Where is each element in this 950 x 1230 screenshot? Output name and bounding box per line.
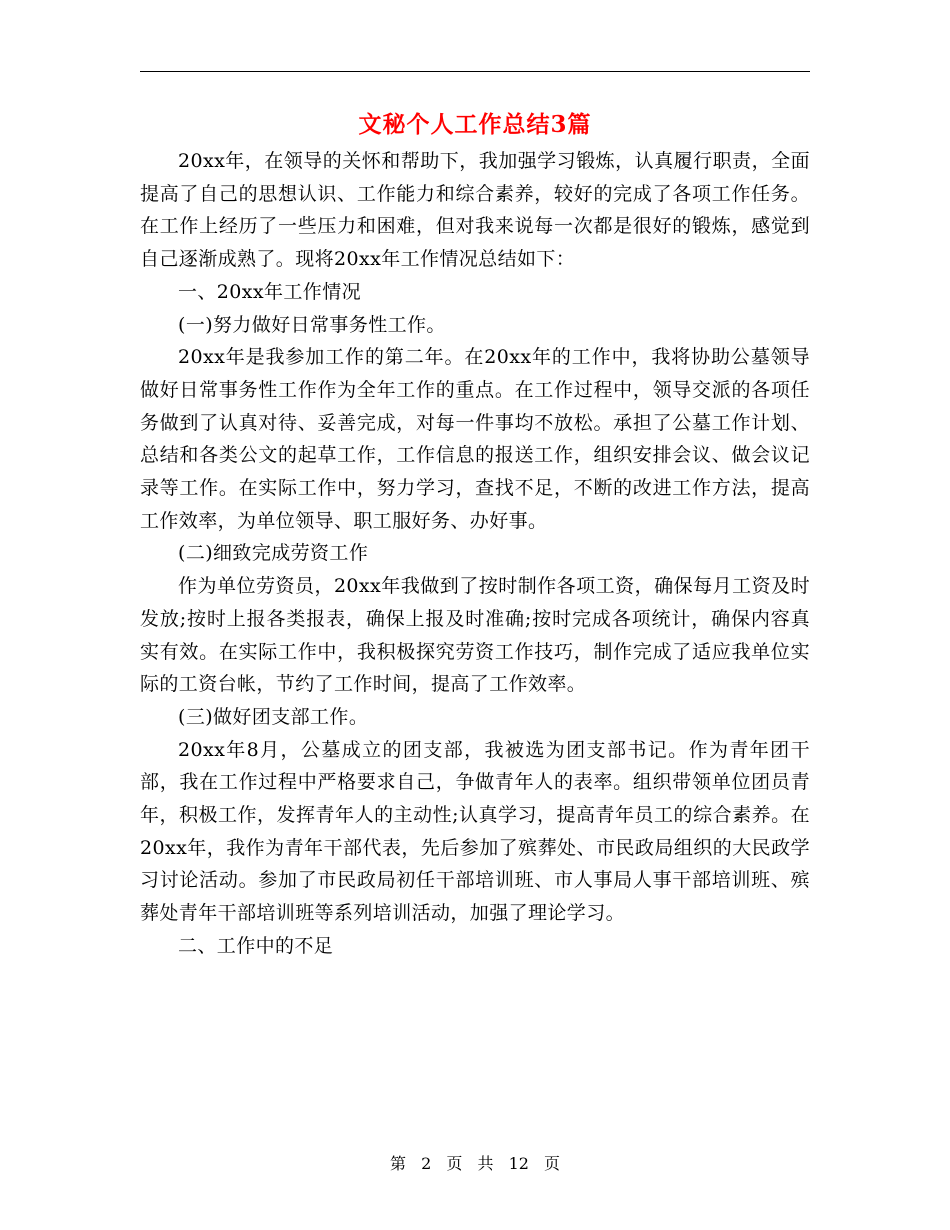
paragraph-daily-work: 20xx年是我参加工作的第二年。在20xx年的工作中，我将协助公墓领导做好日常事务性工作作为全年工作的重点。在工作过程中，领导交派的各项任务做到了认真对待、妥善完成，对每一件事均不放松。承担了公墓工作计划、总结和各类公文的起草工作，工作信息的报送工作，组织安排会议、做会议记录等工作。在实际工作中，努力学习，查找不足，不断的改进工作方法，提高工作效率，为单位领导、职工服好务、办好事。 [140,346,810,532]
subsection-heading-3: (三)做好团支部工作。 [178,705,369,728]
footer-total-pages: 12 [508,1154,529,1173]
footer-current-page: 2 [421,1154,432,1173]
footer-page-unit: 页 [446,1154,463,1173]
section-heading-1: 一、20xx年工作情况 [178,280,362,303]
subsection-heading-2: (二)细致完成劳资工作 [178,542,369,565]
footer-total-unit: 页 [544,1154,561,1173]
paragraph-intro: 20xx年，在领导的关怀和帮助下，我加强学习锻炼，认真履行职责，全面提高了自己的思想认识、工作能力和综合素养，较好的完成了各项工作任务。在工作上经历了一些压力和困难，但对我来说每一次都是很好的锻炼，感觉到自己逐渐成熟了。现将20xx年工作情况总结如下： [140,150,810,271]
paragraph-payroll-work: 作为单位劳资员，20xx年我做到了按时制作各项工资，确保每月工资及时发放;按时上报各类报表，确保上报及时准确;按时完成各项统计，确保内容真实有效。在实际工作中，我积极探究劳资工作技巧，制作完成了适应我单位实际的工资台帐，节约了工作时间，提高了工作效率。 [140,575,810,696]
section-heading-2: 二、工作中的不足 [178,934,334,957]
paragraph-youth-league-work: 20xx年8月，公墓成立的团支部，我被选为团支部书记。作为青年团干部，我在工作过程中严格要求自己，争做青年人的表率。组织带领单位团员青年，积极工作，发挥青年人的主动性;认真学习，提高青年员工的综合素养。在20xx年，我作为青年干部代表，先后参加了殡葬处、市民政局组织的大民政学习讨论活动。参加了市民政局初任干部培训班、市人事局人事干部培训班、殡葬处青年干部培训班等系列培训活动，加强了理论学习。 [140,738,810,925]
page-footer [0,1154,950,1174]
header-rule [140,71,810,72]
footer-total-label: 共 [477,1154,494,1173]
footer-page-label: 第 [389,1154,406,1173]
subsection-heading-1: (一)努力做好日常事务性工作。 [178,313,446,336]
document-body [140,145,810,963]
document-title: 文秘个人工作总结3篇 [358,111,592,138]
